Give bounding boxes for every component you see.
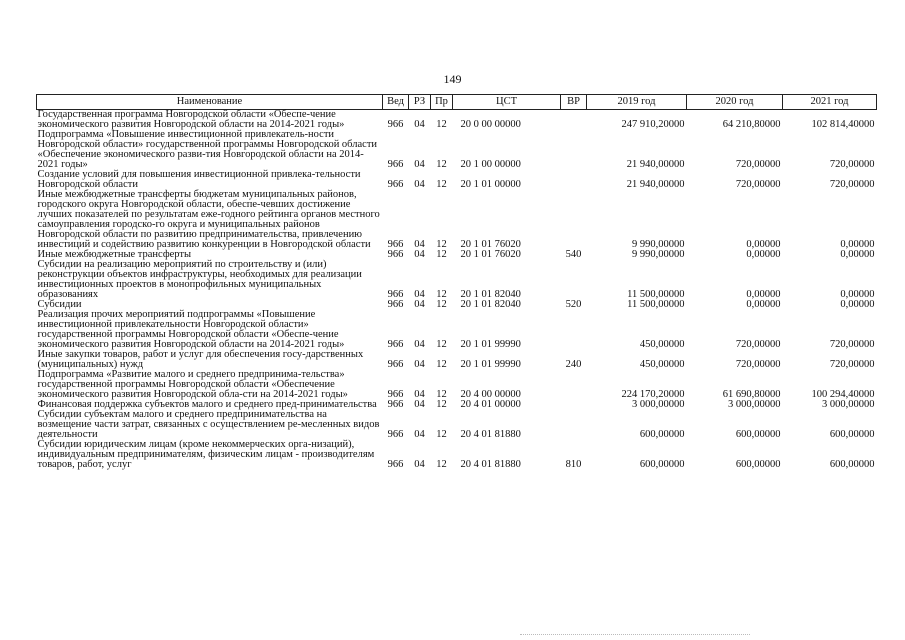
row-cst: 20 1 01 00000 — [460, 179, 521, 190]
row-2021: 3 000,00000 — [822, 399, 875, 410]
row-vr — [561, 310, 587, 350]
row-pr: 12 — [436, 299, 447, 310]
row-2019: 3 000,00000 — [632, 399, 685, 410]
row-rz: 04 — [414, 429, 425, 440]
row-name: Субсидии субъектам малого и среднего предпринимательства на возмещение части затрат, связанных с осуществлением ре-месленных видов деятельности — [37, 409, 380, 440]
row-2019: 224 170,20000 — [621, 389, 685, 400]
row-ved: 966 — [387, 389, 404, 400]
row-cst: 20 4 01 81880 — [460, 459, 521, 470]
row-2019: 247 910,20000 — [621, 119, 685, 130]
row-rz: 04 — [414, 159, 425, 170]
header-rz: РЗ — [409, 95, 431, 110]
row-pr: 12 — [436, 239, 447, 250]
row-2020: 0,00000 — [746, 289, 781, 300]
row-ved: 966 — [387, 159, 404, 170]
row-2020: 720,00000 — [735, 359, 781, 370]
row-2020: 720,00000 — [735, 339, 781, 350]
header-pr: Пр — [431, 95, 453, 110]
table-row — [37, 370, 877, 400]
row-2021: 720,00000 — [829, 179, 875, 190]
row-name: Реализация прочих мероприятий подпрограммы «Повышение инвестиционной привлекательности Новгородской области» государственной программы Новгородской области «Обеспе-чение экономического развития Новгородской области на 2014-2021 годы» — [37, 309, 345, 350]
table-row — [37, 130, 877, 170]
row-pr: 12 — [436, 179, 447, 190]
header-vr: ВР — [561, 95, 587, 110]
row-pr: 12 — [436, 359, 447, 370]
row-vr: 520 — [565, 299, 582, 310]
header-ved: Вед — [383, 95, 409, 110]
row-name: Финансовая поддержка субъектов малого и среднего пред-принимательства — [37, 399, 377, 410]
row-vr: 540 — [565, 249, 582, 260]
row-name: Иные межбюджетные трансферты — [37, 249, 192, 260]
row-pr: 12 — [436, 459, 447, 470]
table-row — [37, 350, 877, 370]
header-2021: 2021 год — [783, 95, 877, 110]
row-2020: 0,00000 — [746, 239, 781, 250]
row-name: Создание условий для повышения инвестиционной привлека-тельности Новгородской области — [37, 169, 361, 190]
row-vr — [561, 130, 587, 170]
row-2019: 9 990,00000 — [632, 249, 685, 260]
row-2021: 720,00000 — [829, 359, 875, 370]
table-row — [37, 170, 877, 190]
row-2019: 600,00000 — [639, 429, 685, 440]
row-rz: 04 — [414, 299, 425, 310]
row-rz: 04 — [414, 399, 425, 410]
row-2019: 450,00000 — [639, 359, 685, 370]
row-ved: 966 — [387, 239, 404, 250]
header-2019: 2019 год — [587, 95, 687, 110]
row-2019: 450,00000 — [639, 339, 685, 350]
row-vr — [561, 190, 587, 250]
row-name: Субсидии юридическим лицам (кроме некоммерческих орга-низаций), индивидуальным предпринимателям, физическим лицам - производителям товаров, работ, услуг — [37, 439, 375, 470]
row-2021: 600,00000 — [829, 459, 875, 470]
row-2021: 100 294,40000 — [811, 389, 875, 400]
row-ved: 966 — [387, 399, 404, 410]
table-row — [37, 440, 877, 470]
row-rz: 04 — [414, 459, 425, 470]
row-cst: 20 1 01 76020 — [460, 239, 521, 250]
row-vr — [561, 400, 587, 410]
row-2020: 600,00000 — [735, 429, 781, 440]
row-name: Государственная программа Новгородской области «Обеспе-чение экономического развития Новгородской области на 2014-2021 годы» — [37, 109, 345, 130]
row-2020: 600,00000 — [735, 459, 781, 470]
header-name: Наименование — [37, 95, 383, 110]
row-2020: 64 210,80000 — [722, 119, 781, 130]
row-ved: 966 — [387, 359, 404, 370]
row-vr — [561, 410, 587, 440]
row-2019: 600,00000 — [639, 459, 685, 470]
row-pr: 12 — [436, 339, 447, 350]
row-rz: 04 — [414, 389, 425, 400]
row-2021: 600,00000 — [829, 429, 875, 440]
row-pr: 12 — [436, 249, 447, 260]
row-2019: 21 940,00000 — [626, 179, 685, 190]
row-rz: 04 — [414, 289, 425, 300]
row-2020: 3 000,00000 — [728, 399, 781, 410]
row-vr — [561, 110, 587, 131]
row-name: Иные закупки товаров, работ и услуг для обеспечения госу-дарственных (муниципальных) нужд — [37, 349, 364, 370]
row-name: Субсидии — [37, 299, 82, 310]
row-2019: 9 990,00000 — [632, 239, 685, 250]
row-pr: 12 — [436, 119, 447, 130]
row-rz: 04 — [414, 359, 425, 370]
row-ved: 966 — [387, 119, 404, 130]
row-ved: 966 — [387, 339, 404, 350]
row-cst: 20 1 01 82040 — [460, 289, 521, 300]
row-cst: 20 1 01 99990 — [460, 359, 521, 370]
row-2021: 0,00000 — [840, 299, 875, 310]
row-2021: 102 814,40000 — [811, 119, 875, 130]
row-pr: 12 — [436, 429, 447, 440]
row-pr: 12 — [436, 389, 447, 400]
row-ved: 966 — [387, 459, 404, 470]
row-ved: 966 — [387, 249, 404, 260]
row-2019: 21 940,00000 — [626, 159, 685, 170]
header-cst: ЦСТ — [453, 95, 561, 110]
row-rz: 04 — [414, 339, 425, 350]
row-vr — [561, 260, 587, 300]
row-pr: 12 — [436, 399, 447, 410]
table-row — [37, 110, 877, 131]
row-cst: 20 4 01 00000 — [460, 399, 521, 410]
table-row — [37, 410, 877, 440]
row-ved: 966 — [387, 289, 404, 300]
row-cst: 20 0 00 00000 — [460, 119, 521, 130]
row-name: Подпрограмма «Развитие малого и среднего предпринима-тельства» государственной программы Новгородской области «Обеспечение экономического развития Новгородской обла-сти на 2014-2021 годы» — [37, 369, 348, 400]
header-2020: 2020 год — [687, 95, 783, 110]
row-name: Иные межбюджетные трансферты бюджетам муниципальных районов, городского округа Новгородской области, обеспе-чевших достижение лучших показателей по результатам еже-годного рейтинга органов местного самоуправления городско-го округа и муниципальных районов Новгородской области по развитию предпринимательства, привлечению инвестиций и содействию развитию конкуренции в Новгородской области — [37, 189, 380, 250]
row-name: Субсидии на реализацию мероприятий по строительству и (или) реконструкции объектов инфраструктуры, необходимых для реализации инвестиционных проектов в монопрофильных муниципальных образованиях — [37, 259, 362, 300]
row-2021: 0,00000 — [840, 289, 875, 300]
row-cst: 20 1 00 00000 — [460, 159, 521, 170]
table-row — [37, 190, 877, 250]
table-row — [37, 310, 877, 350]
row-cst: 20 1 01 76020 — [460, 249, 521, 260]
row-2021: 720,00000 — [829, 339, 875, 350]
row-cst: 20 1 01 82040 — [460, 299, 521, 310]
row-cst: 20 4 01 81880 — [460, 429, 521, 440]
row-rz: 04 — [414, 239, 425, 250]
row-ved: 966 — [387, 179, 404, 190]
row-ved: 966 — [387, 429, 404, 440]
row-pr: 12 — [436, 159, 447, 170]
row-2019: 11 500,00000 — [627, 299, 685, 310]
row-pr: 12 — [436, 289, 447, 300]
table-row — [37, 260, 877, 300]
row-2019: 11 500,00000 — [627, 289, 685, 300]
row-vr — [561, 370, 587, 400]
row-rz: 04 — [414, 249, 425, 260]
row-2020: 720,00000 — [735, 179, 781, 190]
page-number: 149 — [443, 72, 462, 86]
row-cst: 20 4 00 00000 — [460, 389, 521, 400]
row-2021: 0,00000 — [840, 239, 875, 250]
row-vr: 240 — [565, 359, 582, 370]
row-ved: 966 — [387, 299, 404, 310]
row-rz: 04 — [414, 119, 425, 130]
budget-table — [36, 94, 877, 470]
table-header-row — [37, 95, 877, 110]
row-2021: 0,00000 — [840, 249, 875, 260]
row-2020: 720,00000 — [735, 159, 781, 170]
row-rz: 04 — [414, 179, 425, 190]
row-2020: 61 690,80000 — [722, 389, 781, 400]
row-vr: 810 — [565, 459, 582, 470]
row-cst: 20 1 01 99990 — [460, 339, 521, 350]
row-vr — [561, 170, 587, 190]
row-name: Подпрограмма «Повышение инвестиционной привлекатель-ности Новгородской области» государственной программы Новгородской области «Обеспечение экономического разви-тия Новгородской области на 2014-2021 годы» — [37, 129, 378, 170]
row-2020: 0,00000 — [746, 249, 781, 260]
row-2021: 720,00000 — [829, 159, 875, 170]
row-2020: 0,00000 — [746, 299, 781, 310]
scan-artifact — [520, 634, 750, 637]
